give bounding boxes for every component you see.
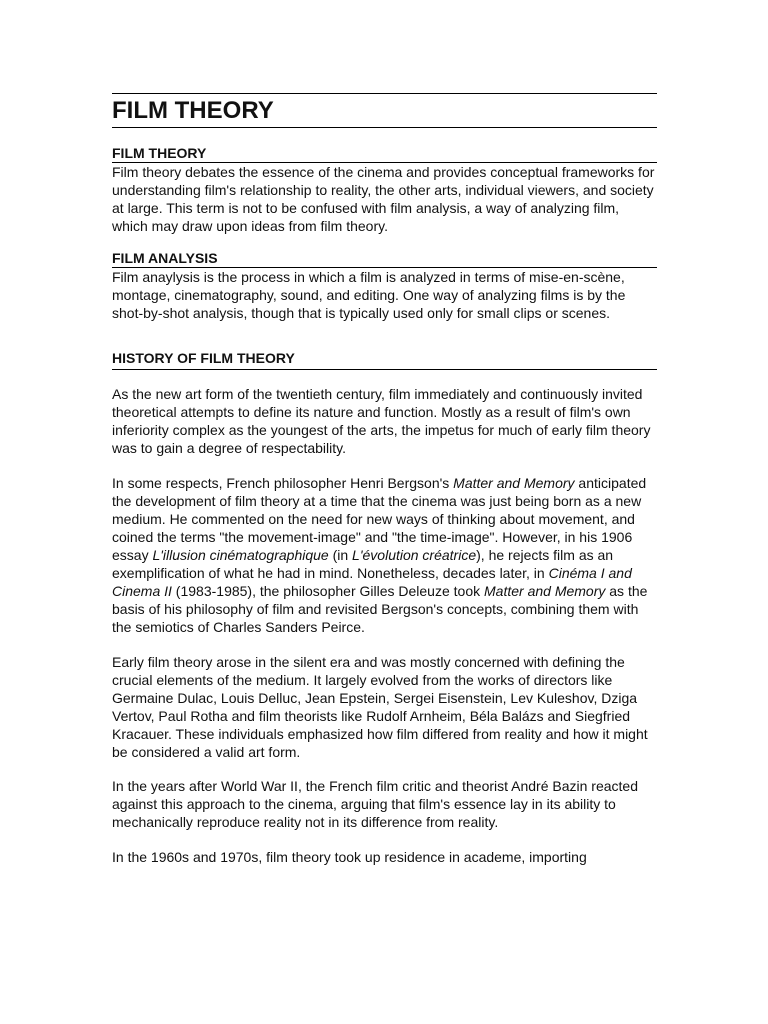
- paragraph-history-1: As the new art form of the twentieth century, film immediately and continuously invited theoretical attempts to define its nature and function. Mostly as a result of film's own inferiority complex as the youngest of the arts, the impetus for much of early film theory was to gain a degree of respectability.: [112, 386, 651, 456]
- paragraph-history-2-text-4: ), he rejects film as an exemplification of what he had in mind. Nonetheless, decades later, in: [112, 547, 614, 581]
- paragraph-history-2-text-2: anticipated the development of film theory at a time that the cinema was just being born as a new medium. He commented on the need for new ways of thinking about movement, and coined the terms "the movement-image" and "the time-image". However, in his 1906 essay: [112, 475, 647, 563]
- document-title: FILM THEORY: [112, 93, 657, 128]
- italic-title-cinema: Cinéma I and Cinema II: [112, 565, 632, 599]
- paragraph-history-2-text-6: as the basis of his philosophy of film and revisited Bergson's concepts, combining them with the semiotics of Charles Sanders Peirce.: [112, 583, 648, 635]
- section-heading-history: HISTORY OF FILM THEORY: [112, 349, 657, 370]
- italic-title-matter-and-memory-2: Matter and Memory: [484, 583, 606, 599]
- section-heading-film-analysis: FILM ANALYSIS: [112, 249, 657, 268]
- paragraph-history-5: In the 1960s and 1970s, film theory took up residence in academe, importing: [112, 849, 587, 865]
- paragraph-history-3: Early film theory arose in the silent era and was mostly concerned with defining the crucial elements of the medium. It largely evolved from the works of directors like Germaine Dulac, Louis Delluc, Jean Epstein, Sergei Eisenstein, Lev Kuleshov, Dziga Vertov, Paul Rotha and film theorists like Rudolf Arnheim, Béla Balázs and Siegfried Kracauer. These individuals emphasized how film differed from reality and how it might be considered a valid art form.: [112, 654, 648, 760]
- paragraph-film-theory: Film theory debates the essence of the cinema and provides conceptual frameworks for understanding film's relationship to reality, the other arts, individual viewers, and society at large. This term is not to be confused with film analysis, a way of analyzing film, which may draw upon ideas from film theory.: [112, 164, 655, 234]
- italic-title-evolution: L'évolution créatrice: [352, 547, 477, 563]
- paragraph-history-2-text-1: In some respects, French philosopher Henri Bergson's: [112, 475, 454, 491]
- paragraph-history-2: [112, 474, 657, 636]
- paragraph-history-4: In the years after World War II, the French film critic and theorist André Bazin reacted against this approach to the cinema, arguing that film's essence lay in its ability to mechanically reproduce reality not in its difference from reality.: [112, 778, 638, 830]
- italic-title-matter-and-memory: Matter and Memory: [453, 475, 575, 491]
- paragraph-history-2-text-5: (1983-1985), the philosopher Gilles Deleuze took: [171, 583, 484, 599]
- paragraph-film-analysis: Film anaylysis is the process in which a film is analyzed in terms of mise-en-scène, montage, cinematography, sound, and editing. One way of analyzing films is by the shot-by-shot analysis, though that is typically used only for small clips or scenes.: [112, 269, 626, 321]
- document-page: [112, 93, 657, 866]
- paragraph-history-2-text-3: (in: [328, 547, 353, 563]
- italic-title-illusion: L'illusion cinématographique: [152, 547, 329, 563]
- section-heading-film-theory: FILM THEORY: [112, 144, 657, 163]
